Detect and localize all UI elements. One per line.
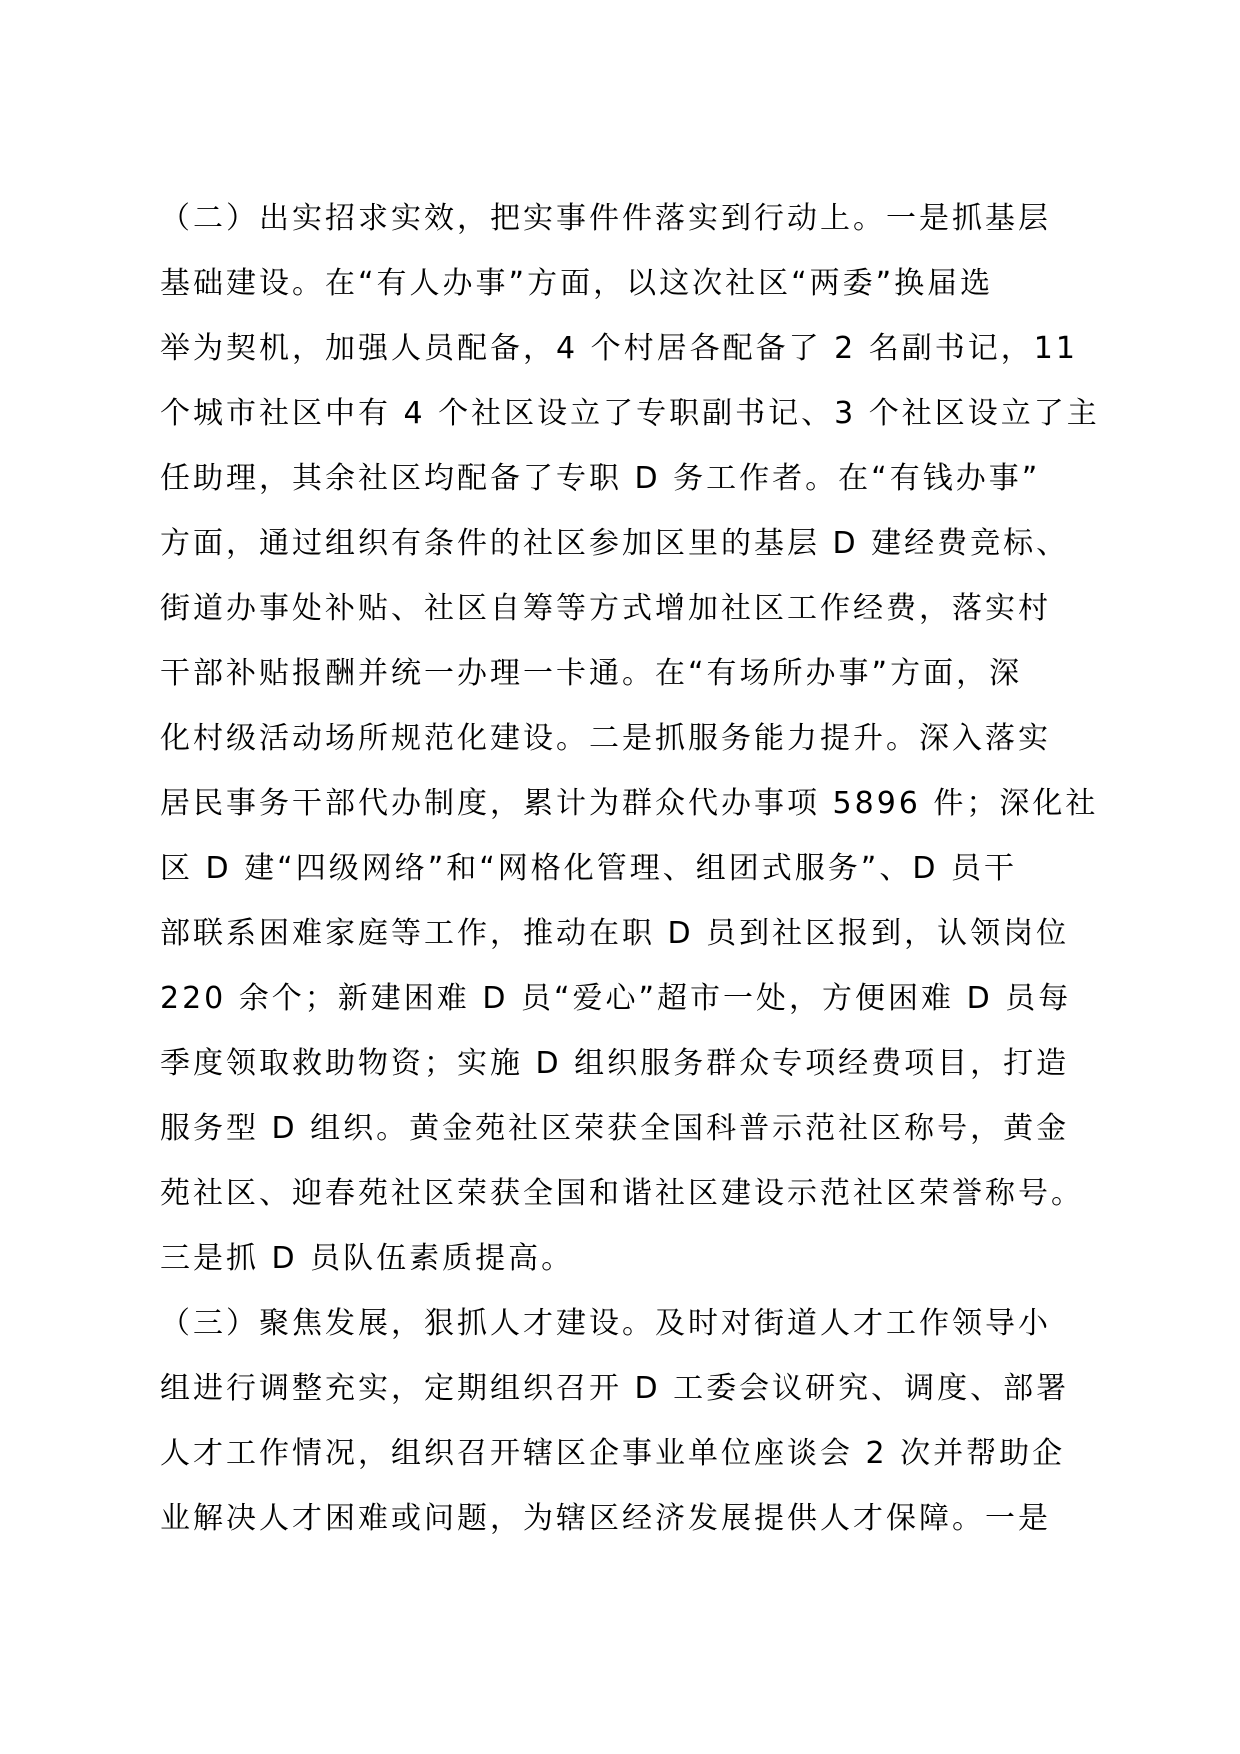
text-line-11: 区 D 建“四级网络”和“网格化管理、组团式服务”、D 员干: [160, 851, 1017, 886]
text-line-21: 业解决人才困难或问题，为辖区经济发展提供人才保障。一是: [160, 1501, 1051, 1536]
text-line-7: 街道办事处补贴、社区自筹等方式增加社区工作经费，落实村: [160, 591, 1051, 626]
text-line-14: 季度领取救助物资；实施 D 组织服务群众专项经费项目，打造: [160, 1046, 1070, 1081]
text-line-20: 人才工作情况，组织召开辖区企事业单位座谈会 2 次并帮助企: [160, 1436, 1066, 1471]
text-line-1: （二）出实招求实效，把实事件件落实到行动上。一是抓基层: [160, 201, 1051, 236]
text-line-3: 举为契机，加强人员配备，4 个村居各配备了 2 名副书记，11: [160, 331, 1078, 366]
text-line-8: 干部补贴报酬并统一办理一卡通。在“有场所办事”方面，深: [160, 656, 1023, 691]
text-line-4: 个城市社区中有 4 个社区设立了专职副书记、3 个社区设立了主: [160, 396, 1100, 431]
text-line-6: 方面，通过组织有条件的社区参加区里的基层 D 建经费竞标、: [160, 526, 1070, 561]
text-line-19: 组进行调整充实，定期组织召开 D 工委会议研究、调度、部署: [160, 1371, 1070, 1406]
text-line-15: 服务型 D 组织。黄金苑社区荣获全国科普示范社区称号，黄金: [160, 1111, 1070, 1146]
text-line-2: 基础建设。在“有人办事”方面，以这次社区“两委”换届选: [160, 266, 994, 301]
text-line-12: 部联系困难家庭等工作，推动在职 D 员到社区报到，认领岗位: [160, 916, 1070, 951]
text-line-5: 任助理，其余社区均配备了专职 D 务工作者。在“有钱办事”: [160, 461, 1041, 496]
text-line-9: 化村级活动场所规范化建设。二是抓服务能力提升。深入落实: [160, 721, 1051, 756]
text-line-10: 居民事务干部代办制度，累计为群众代办事项 5896 件；深化社: [160, 786, 1099, 821]
text-line-13: 220 余个；新建困难 D 员“爱心”超市一处，方便困难 D 员每: [160, 981, 1072, 1016]
text-line-16: 苑社区、迎春苑社区荣获全国和谐社区建设示范社区荣誉称号。: [160, 1176, 1084, 1211]
body-text: [160, 186, 1120, 1551]
text-line-18: （三）聚焦发展，狠抓人才建设。及时对街道人才工作领导小: [160, 1306, 1051, 1341]
text-line-17: 三是抓 D 员队伍素质提高。: [160, 1241, 575, 1276]
